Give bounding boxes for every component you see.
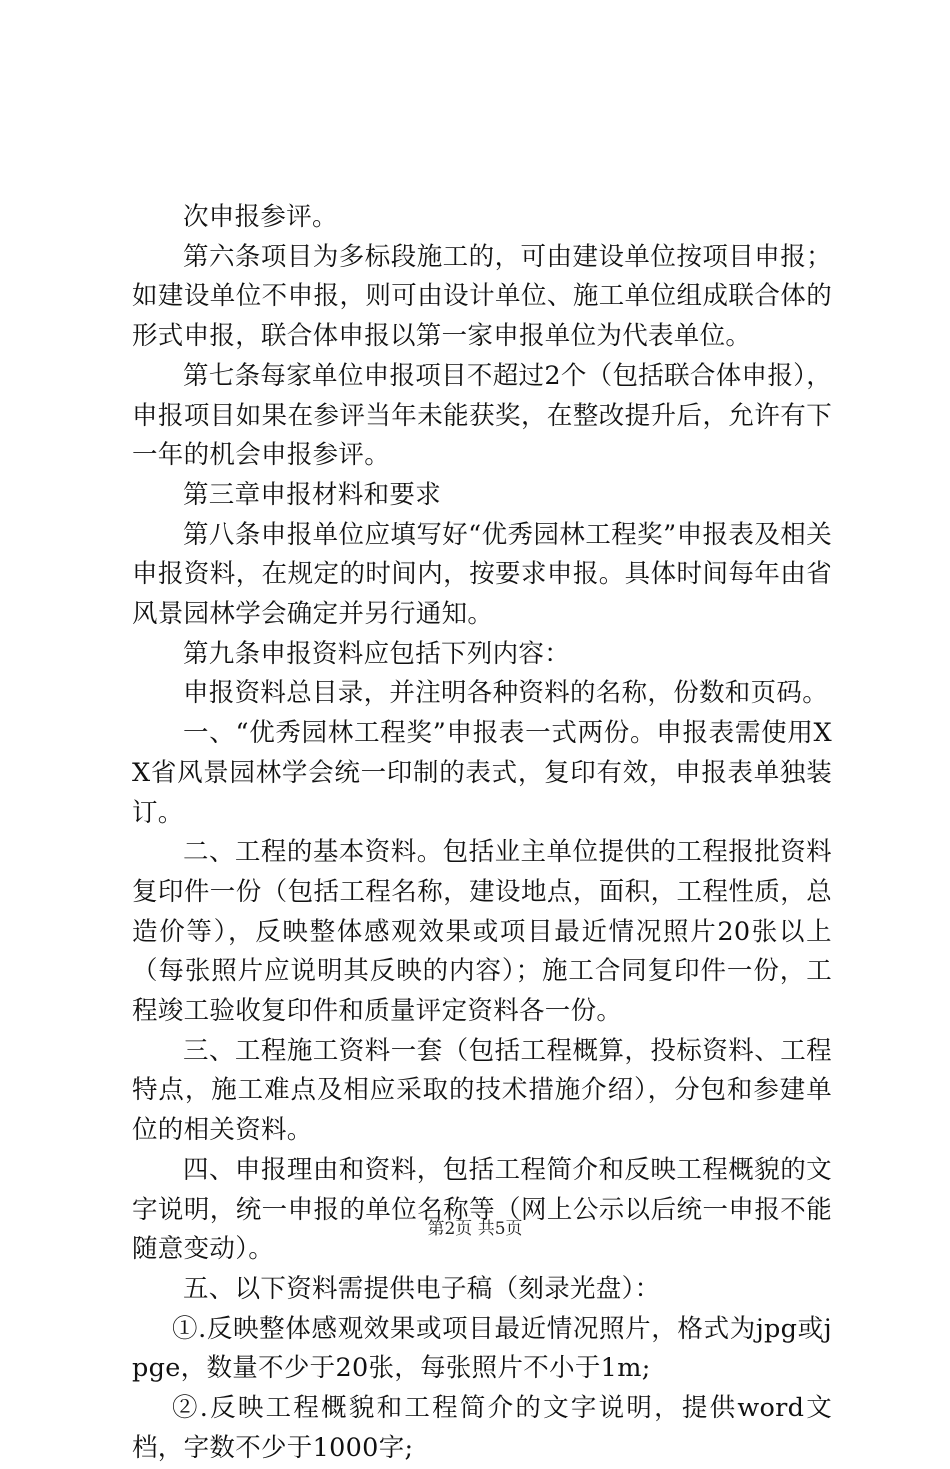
paragraph-general-index: 申报资料总目录，并注明各种资料的名称，份数和页码。 <box>183 678 829 709</box>
page-number-footer: 第2页 共5页 <box>427 1219 523 1239</box>
paragraph-article-7: 第七条每家单位申报项目不超过2个（包括联合体申报），申报项目如果在参评当年未能获奖，在整改提升后，允许有下一年的机会申报参评。 <box>132 360 832 471</box>
sub-item-2: ②.反映工程概貌和工程简介的文字说明，提供word文档，字数不少于1000字; <box>132 1393 832 1463</box>
list-item-4: 四、申报理由和资料，包括工程简介和反映工程概貌的文字说明，统一申报的单位名称等（网上公示以后统一申报不能随意变动）。 <box>132 1154 832 1265</box>
paragraph-article-6: 第六条项目为多标段施工的，可由建设单位按项目申报；如建设单位不申报，则可由设计单位、施工单位组成联合体的形式申报，联合体申报以第一家申报单位为代表单位。 <box>132 241 832 352</box>
list-item-1: 一、“优秀园林工程奖”申报表一式两份。申报表需使用XX省风景园林学会统一印制的表式，复印有效，申报表单独装订。 <box>132 718 832 828</box>
paragraph-article-8: 第八条申报单位应填写好“优秀园林工程奖”申报表及相关申报资料，在规定的时间内，按要求申报。具体时间每年由省风景园林学会确定并另行通知。 <box>132 519 832 630</box>
paragraph-article-9: 第九条申报资料应包括下列内容： <box>183 638 571 669</box>
list-item-3: 三、工程施工资料一套（包括工程概算，投标资料、工程特点，施工难点及相应采取的技术措施介绍），分包和参建单位的相关资料。 <box>132 1035 832 1146</box>
list-item-2: 二、工程的基本资料。包括业主单位提供的工程报批资料复印件一份（包括工程名称，建设地点，面积，工程性质，总造价等），反映整体感观效果或项目最近情况照片20张以上（每张照片应说明其反映的内容）；施工合同复印件一份，工程竣工验收复印件和质量评定资料各一份。 <box>132 837 832 1027</box>
paragraph-continuation: 次申报参评。 <box>183 202 338 232</box>
chapter-heading-3: 第三章申报材料和要求 <box>183 479 442 510</box>
sub-item-1: ①.反映整体感观效果或项目最近情况照片，格式为jpg或jpge，数量不少于20张，每张照片不小于1m; <box>132 1313 832 1384</box>
document-body <box>132 198 832 1469</box>
list-item-5: 五、以下资料需提供电子稿（刻录光盘）： <box>183 1273 661 1304</box>
